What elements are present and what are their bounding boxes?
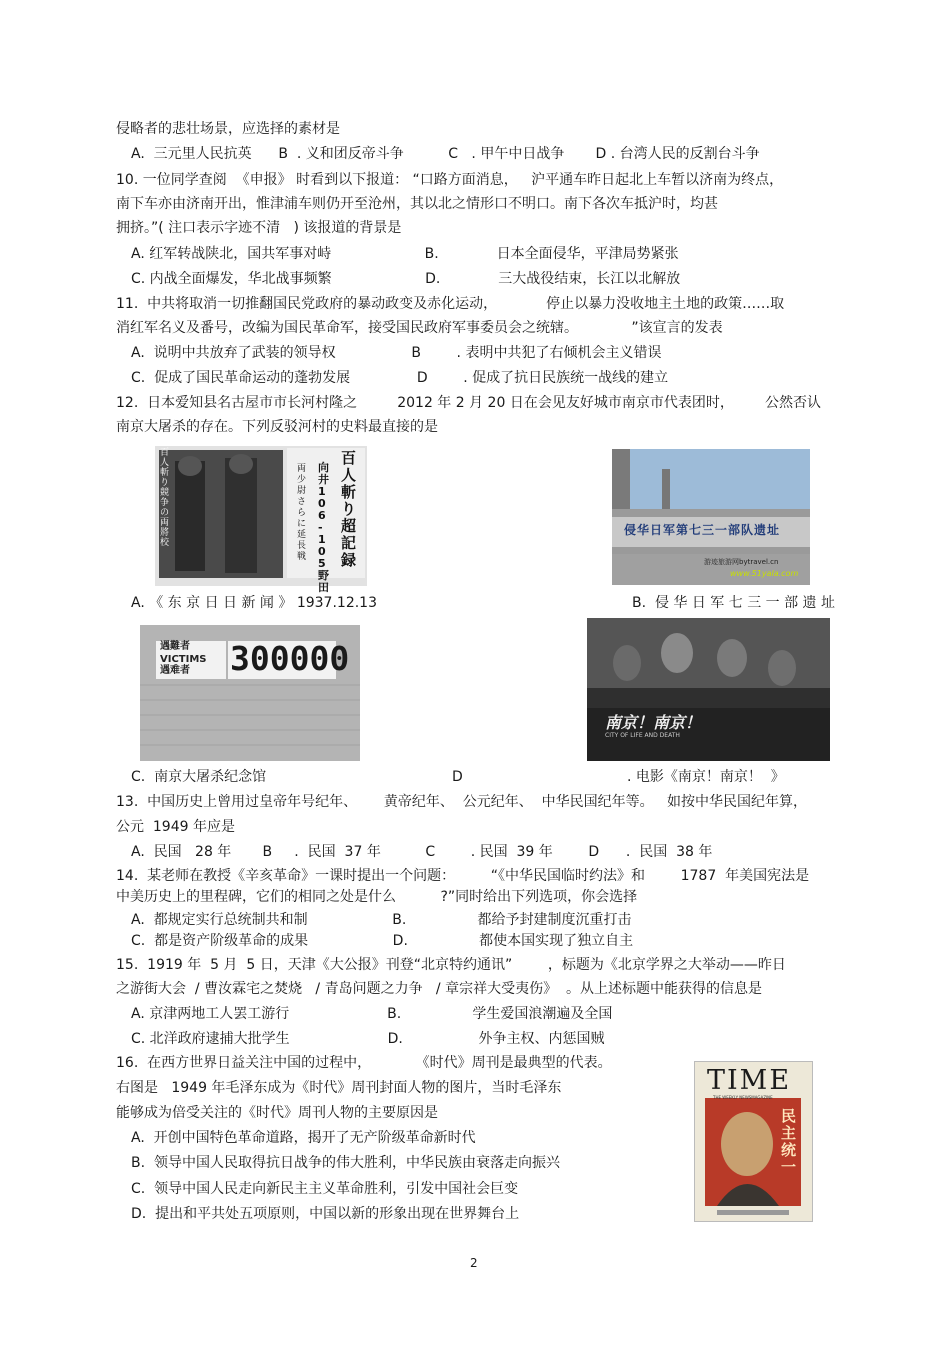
q11-options-cd: C. 促成了国民革命运动的蓬勃发展 D . 促成了抗日民族统一战线的建立 — [131, 370, 669, 386]
q11-options-ab: A. 说明中共放弃了武装的领导权 B . 表明中共犯了右倾机会主义错误 — [131, 345, 662, 361]
memorial-sign-top: 遇難者 — [160, 641, 190, 652]
newspaper-left-caption: 百人斬り競争の両將校 — [160, 448, 170, 548]
q10-stem-2: 南下车亦由济南开出，惟津浦车则仍开至沧州，其以北之情形口不明口。南下各次车抵沪时，均甚 — [116, 196, 718, 212]
q15-stem-1: 15. 1919 年 5 月 5 日，天津《大公报》刊登“北京特约通讯” ，标题为《北京学界之大举动——昨日 — [116, 957, 786, 973]
q14-stem-2: 中美历史上的里程碑，它们的相同之处是什么 ?”同时给出下列选项，你会选择 — [116, 889, 638, 905]
q13-stem-1: 13. 中国历史上曾用过皇帝年号纪年、 黄帝纪年、 公元纪年、 中华民国纪年等。 如按中华民国纪年算， — [116, 794, 808, 810]
q9-stem-end: 侵略者的悲壮场景，应选择的素材是 — [116, 121, 340, 137]
q14-stem-1: 14. 某老师在教授《辛亥革命》一课时提出一个问题： “《中华民国临时约法》和 1787 年美国宪法是 — [116, 868, 810, 884]
time-tagline: THE WEEKLY NEWSMAGAZINE — [713, 1095, 773, 1100]
q10-stem-1: 10. 一位同学查阅 《申报》 时看到以下报道： “口路方面消息， 沪平通车昨日起北上车暂以济南为终点， — [116, 172, 784, 188]
q16-option-a: A. 开创中国特色革命道路，揭开了无产阶级革命新时代 — [131, 1130, 476, 1146]
q12-option-c: C. 南京大屠杀纪念馆 — [131, 769, 267, 785]
memorial-sign-bottom: 遇难者 — [160, 665, 190, 676]
unit-731-wall-text: 侵华日军第七三一部队遗址 — [624, 523, 781, 537]
time-banner-text: 民主统一 — [781, 1107, 797, 1176]
q13-stem-2: 公元 1949 年应是 — [116, 819, 235, 835]
q14-options-ab: A. 都规定实行总统制共和制 B. 都给予封建制度沉重打击 — [131, 912, 632, 928]
city-of-life-and-death-poster — [587, 618, 830, 761]
q12-stem-1: 12. 日本爱知县名古屋市市长河村隆之 2012 年 2 月 20 日在会见友好城市南京市代表团时， 公然否认 — [116, 395, 821, 411]
q15-stem-2: 之游街大会 / 曹汝霖宅之焚烧 / 青岛问题之力争 / 章宗祥大受夷伤》 。从上述标题中能获得的信息是 — [116, 981, 763, 997]
q12-option-d: . 电影《南京！南京！ 》 — [627, 769, 785, 785]
time-magazine-cover — [694, 1061, 813, 1222]
page-number: 2 — [470, 1256, 478, 1270]
memorial-sign-en: VICTIMS — [160, 654, 207, 665]
q10-stem-3: 拥挤。”( 注口表示字迹不清 ) 该报道的背景是 — [116, 220, 402, 236]
q15-options-cd: C. 北洋政府逮捕大批学生 D. 外争主权、内惩国贼 — [131, 1031, 605, 1047]
q16-stem-3: 能够成为倍受关注的《时代》周刊人物的主要原因是 — [116, 1105, 438, 1121]
q16-option-c: C. 领导中国人民走向新民主主义革命胜利，引发中国社会巨变 — [131, 1181, 519, 1197]
tokyo-nichinichi-newspaper-image — [155, 446, 367, 594]
q14-options-cd: C. 都是资产阶级革命的成果 D. 都使本国实现了独立自主 — [131, 933, 634, 949]
q12-option-b: B. 侵 华 日 军 七 三 一 部 遗 址 — [632, 595, 836, 611]
movie-subtitle: CITY OF LIFE AND DEATH — [605, 732, 680, 739]
newspaper-headline: 百人斬り超記録 — [341, 449, 357, 569]
q10-options-ab: A. 红军转战陕北，国共军事对峙 B. 日本全面侵华，平津局势紧张 — [131, 246, 679, 262]
q16-option-d: D. 提出和平共处五项原则，中国以新的形象出现在世界舞台上 — [131, 1206, 520, 1222]
q16-stem-2: 右图是 1949 年毛泽东成为《时代》周刊封面人物的图片，当时毛泽东 — [116, 1080, 562, 1096]
q10-options-cd: C. 内战全面爆发，华北战事频繁 D. 三大战役结束，长江以北解放 — [131, 271, 681, 287]
nanjing-memorial-image — [140, 625, 360, 761]
url-watermark-text: www.51yala.com — [730, 569, 799, 578]
newspaper-subhead-1: 向井106-105野田 — [318, 461, 329, 594]
movie-title: 南京！南京！ — [605, 713, 702, 732]
travel-watermark-text: 游迹旅游网bytravel.cn — [704, 558, 779, 566]
q12-option-d-letter: D — [452, 769, 463, 785]
q11-stem-1: 11. 中共将取消一切推翻国民党政府的暴动政变及赤化运动， 停止以暴力没收地主土地的政策……取 — [116, 296, 785, 312]
q12-option-a: A. 《 东 京 日 日 新 闻 》 1937.12.13 — [131, 595, 377, 611]
unit-731-site-image — [612, 449, 810, 585]
newspaper-subhead-2: 両少尉さらに延長戦 — [297, 464, 307, 562]
q12-stem-2: 南京大屠杀的存在。下列反驳河村的史料最直接的是 — [116, 419, 438, 435]
victims-number: 300000 — [230, 639, 350, 678]
q9-options: A. 三元里人民抗英 B . 义和团反帝斗争 C . 甲午中日战争 D . 台湾人民的反割台斗争 — [131, 146, 760, 162]
q11-stem-2: 消红军名义及番号，改编为国民革命军，接受国民政府军事委员会之统辖。 ”该宣言的发表 — [116, 320, 723, 336]
q13-options: A. 民国 28 年 B . 民国 37 年 C . 民国 39 年 D . 民国 38 年 — [131, 844, 713, 860]
q16-stem-1: 16. 在西方世界日益关注中国的过程中， 《时代》周刊是最典型的代表。 — [116, 1055, 612, 1071]
q16-option-b: B. 领导中国人民取得抗日战争的伟大胜利，中华民族由衰落走向振兴 — [131, 1155, 560, 1171]
time-masthead: TIME — [707, 1065, 792, 1096]
q15-options-ab: A. 京津两地工人罢工游行 B. 学生爱国浪潮遍及全国 — [131, 1006, 613, 1022]
